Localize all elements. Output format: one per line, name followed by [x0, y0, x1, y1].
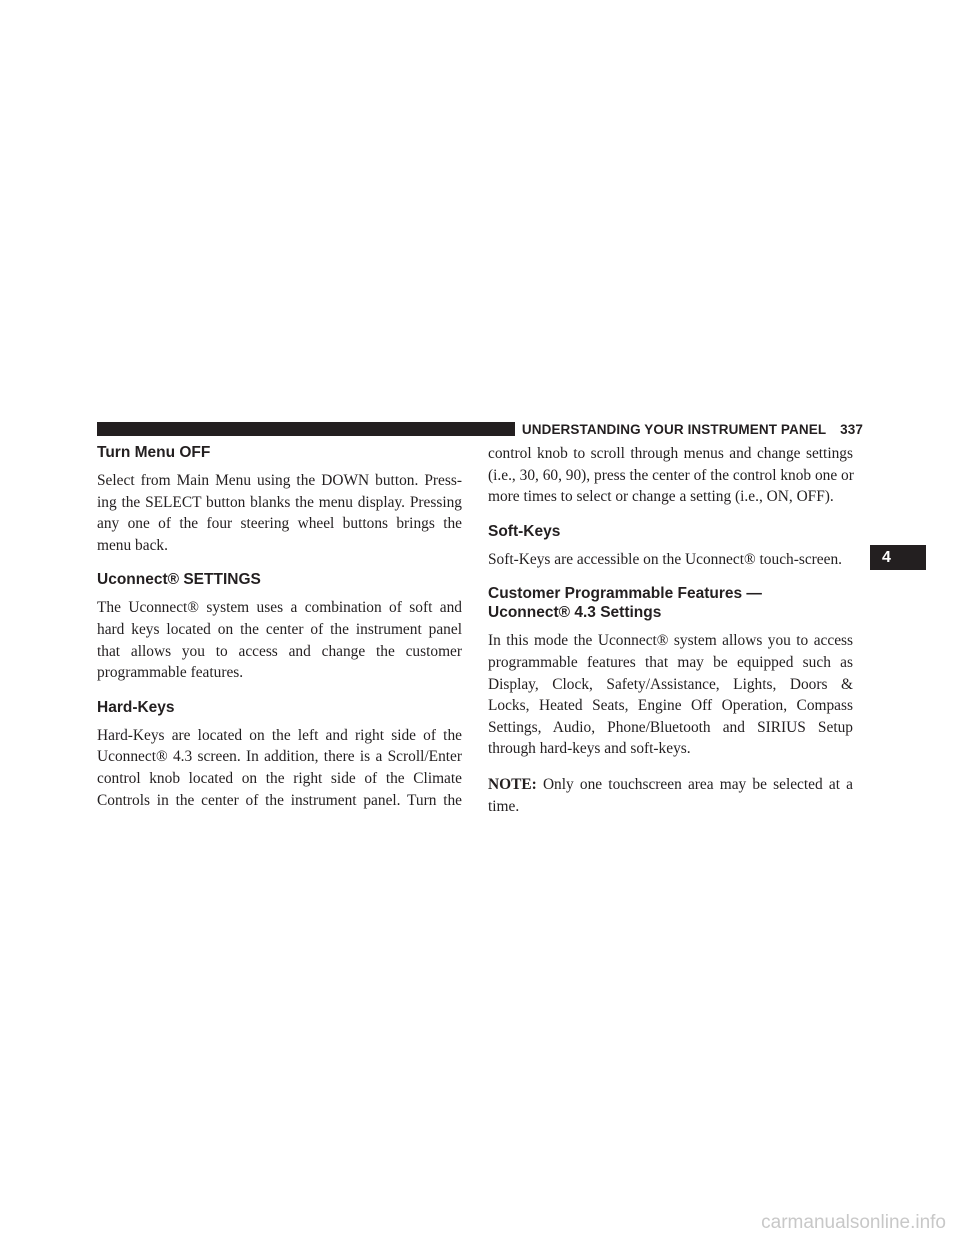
- text-line: In this mode the Uconnect® system allows you to access: [488, 632, 853, 650]
- text-line: The Uconnect® system uses a combination of soft and: [97, 599, 462, 617]
- heading-turn-menu-off: Turn Menu OFF: [97, 444, 211, 461]
- paragraph-uconnect-settings: [97, 597, 462, 683]
- paragraph-hard-keys: [97, 725, 462, 811]
- paragraph-turn-menu-off: [97, 470, 462, 556]
- text-line: Settings, Audio, Phone/Bluetooth and SIRIUS Setup: [488, 718, 853, 736]
- heading-line: Customer Programmable Features —: [488, 585, 762, 603]
- watermark-text: carmanualsonline.info: [761, 1212, 946, 1233]
- header-rule: [97, 422, 515, 436]
- text-line: (i.e., 30, 60, 90), press the center of the control knob one or: [488, 466, 854, 484]
- note-label: NOTE:: [488, 775, 537, 793]
- heading-uconnect-settings: Uconnect® SETTINGS: [97, 571, 261, 589]
- paragraph-hard-keys-continued: [488, 443, 853, 508]
- note-text: Only one touchscreen area may be selected at a: [542, 775, 853, 793]
- text-line: more times to select or change a setting (i.e., ON, OFF).: [488, 488, 834, 506]
- heading-customer-programmable-features: [488, 584, 853, 622]
- heading-line: Uconnect® 4.3 Settings: [488, 604, 662, 622]
- page-number: 337: [840, 421, 863, 437]
- text-line: through hard-keys and soft-keys.: [488, 740, 691, 758]
- heading-hard-keys: Hard-Keys: [97, 698, 175, 716]
- heading-soft-keys: Soft-Keys: [488, 522, 561, 540]
- left-column: [97, 443, 462, 825]
- paragraph-soft-keys: [488, 549, 853, 571]
- text-line: Soft-Keys are accessible on the Uconnect® touch-screen.: [488, 550, 842, 568]
- chapter-tab: 4: [870, 545, 926, 570]
- text-line: Controls in the center of the instrument panel. Turn the: [97, 791, 462, 809]
- text-line: [488, 774, 853, 796]
- note-paragraph: [488, 774, 853, 817]
- right-column: [488, 443, 853, 831]
- text-line: Display, Clock, Safety/Assistance, Lights, Doors &: [488, 675, 853, 693]
- text-line: time.: [488, 797, 520, 815]
- text-line: control knob to scroll through menus and change settings: [488, 445, 853, 462]
- text-line: Select from Main Menu using the DOWN button. Press-: [97, 472, 462, 489]
- text-line: hard keys located on the center of the instrument panel: [97, 620, 462, 638]
- running-header: [523, 420, 863, 438]
- text-line: Locks, Heated Seats, Engine Off Operation, Compass: [488, 697, 853, 715]
- text-line: programmable features.: [97, 664, 244, 682]
- text-line: Hard-Keys are located on the left and right side of the: [97, 726, 462, 744]
- text-line: programmable features that may be equipped such as: [488, 653, 853, 671]
- text-line: control knob located on the right side of the Climate: [97, 769, 462, 787]
- text-line: menu back.: [97, 536, 168, 554]
- text-line: any one of the four steering wheel buttons brings the: [97, 515, 462, 533]
- text-line: ing the SELECT button blanks the menu display. Pressing: [97, 493, 462, 511]
- paragraph-customer-programmable-features: [488, 630, 853, 760]
- text-line: Uconnect® 4.3 screen. In addition, there is a Scroll/Enter: [97, 748, 462, 766]
- text-line: that allows you to access and change the customer: [97, 642, 462, 660]
- section-title: UNDERSTANDING YOUR INSTRUMENT PANEL: [521, 421, 827, 437]
